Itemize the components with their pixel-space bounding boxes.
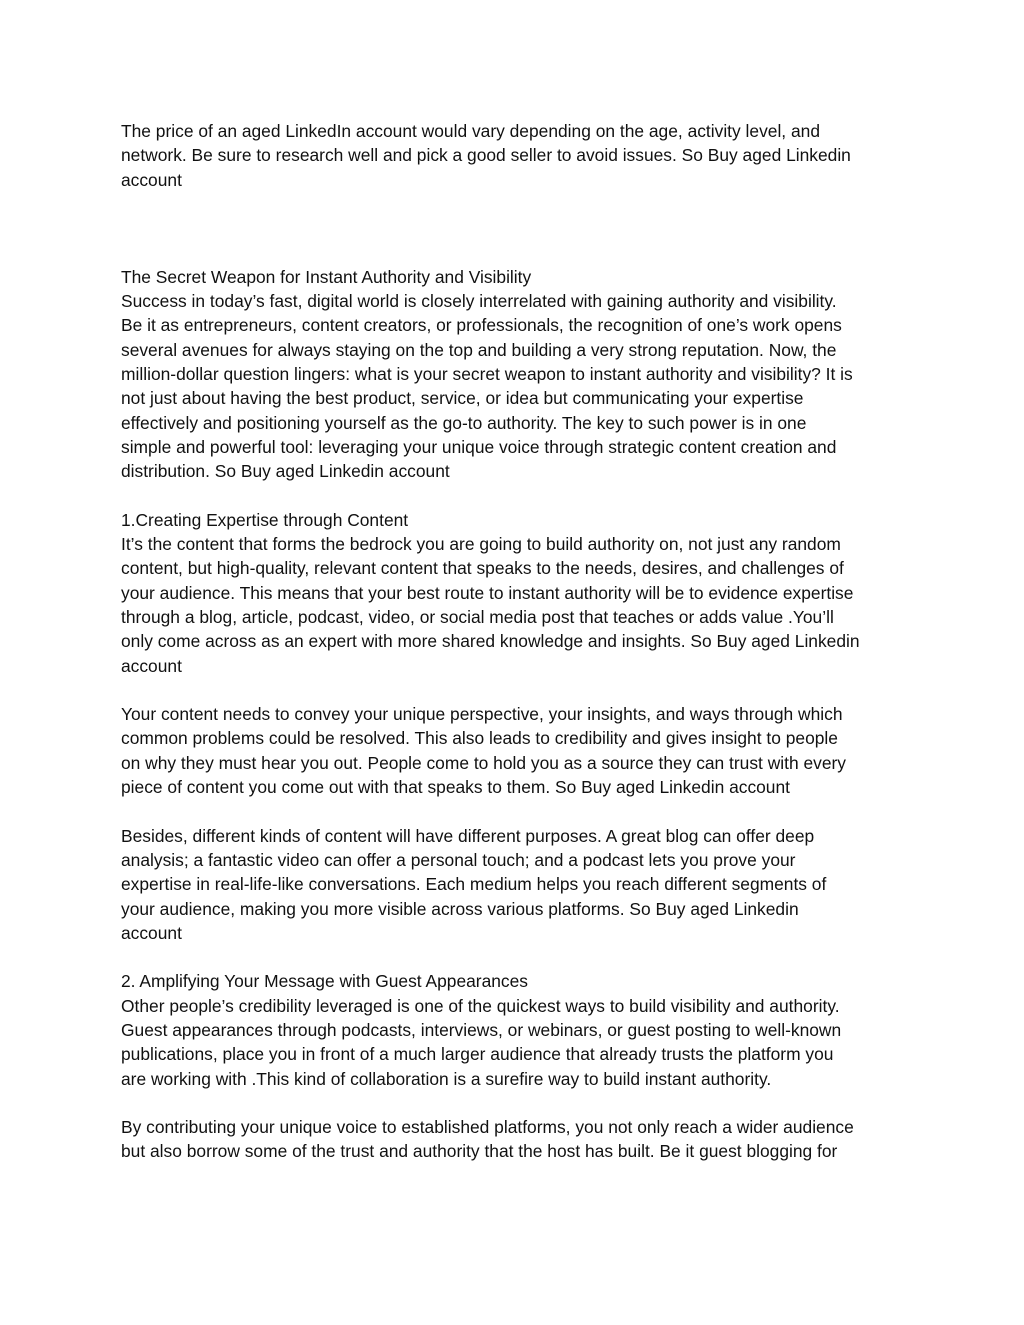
body-paragraph: Your content needs to convey your unique perspective, your insights, and ways through which common problems could be resolved. This also leads to credibility and gives insight to people on why they must hear you out. People come to hold you as a source they can trust with every piece of content you come out with that speaks to them. So Buy aged Linkedin account: [121, 704, 846, 798]
document-body: [121, 119, 911, 1164]
spacer: [121, 1091, 911, 1115]
section-heading: The Secret Weapon for Instant Authority and Visibility: [121, 266, 532, 287]
section-paragraph: Other people’s credibility leveraged is one of the quickest ways to build visibility and authority. Guest appearances through podcasts, interviews, or webinars, or guest posting to well-known publications, place you in front of a much larger audience that already trusts the platform you are working with .This kind of collaboration is a surefire way to build instant authority.: [121, 995, 842, 1089]
spacer: [121, 483, 911, 507]
section-paragraph: It’s the content that forms the bedrock you are going to build authority on, not just any random content, but high-quality, relevant content that speaks to the needs, desires, and challenges of your audience. This means that your best route to instant authority will be to evidence expertise through a blog, article, podcast, video, or social media post that teaches or adds value .You’ll only come across as an expert with more shared knowledge and insights. So Buy aged Linkedin account: [121, 534, 860, 676]
intro-paragraph: The price of an aged LinkedIn account would vary depending on the age, activity level, and network. Be sure to research well and pick a good seller to avoid issues. So Buy aged Linkedin account: [121, 121, 851, 190]
spacer: [121, 799, 911, 823]
spacer: [121, 678, 911, 702]
body-paragraph: By contributing your unique voice to established platforms, you not only reach a wider audience but also borrow some of the trust and authority that the host has built. Be it guest blogging for: [121, 1117, 854, 1162]
spacer: [121, 192, 911, 265]
body-paragraph: Besides, different kinds of content will have different purposes. A great blog can offer deep analysis; a fantastic video can offer a personal touch; and a podcast lets you prove your expertise in real-life-like conversations. Each medium helps you reach different segments of your audience, making you more visible across various platforms. So Buy aged Linkedin account: [121, 825, 827, 943]
spacer: [121, 945, 911, 969]
section-heading: 2. Amplifying Your Message with Guest Appearances: [121, 971, 528, 992]
section-paragraph: Success in today’s fast, digital world is closely interrelated with gaining authority and visibility. Be it as entrepreneurs, content creators, or professionals, the recognition of one’s work opens several avenues for always staying on the top and building a very strong reputation. Now, the million-dollar question lingers: what is your secret weapon to instant authority and visibility? It is not just about having the best product, service, or idea but communicating your expertise effectively and positioning yourself as the go-to authority. The key to such power is in one simple and powerful tool: leveraging your unique voice through strategic content creation and distribution. So Buy aged Linkedin account: [121, 291, 853, 482]
section-heading: 1.Creating Expertise through Content: [121, 509, 409, 530]
